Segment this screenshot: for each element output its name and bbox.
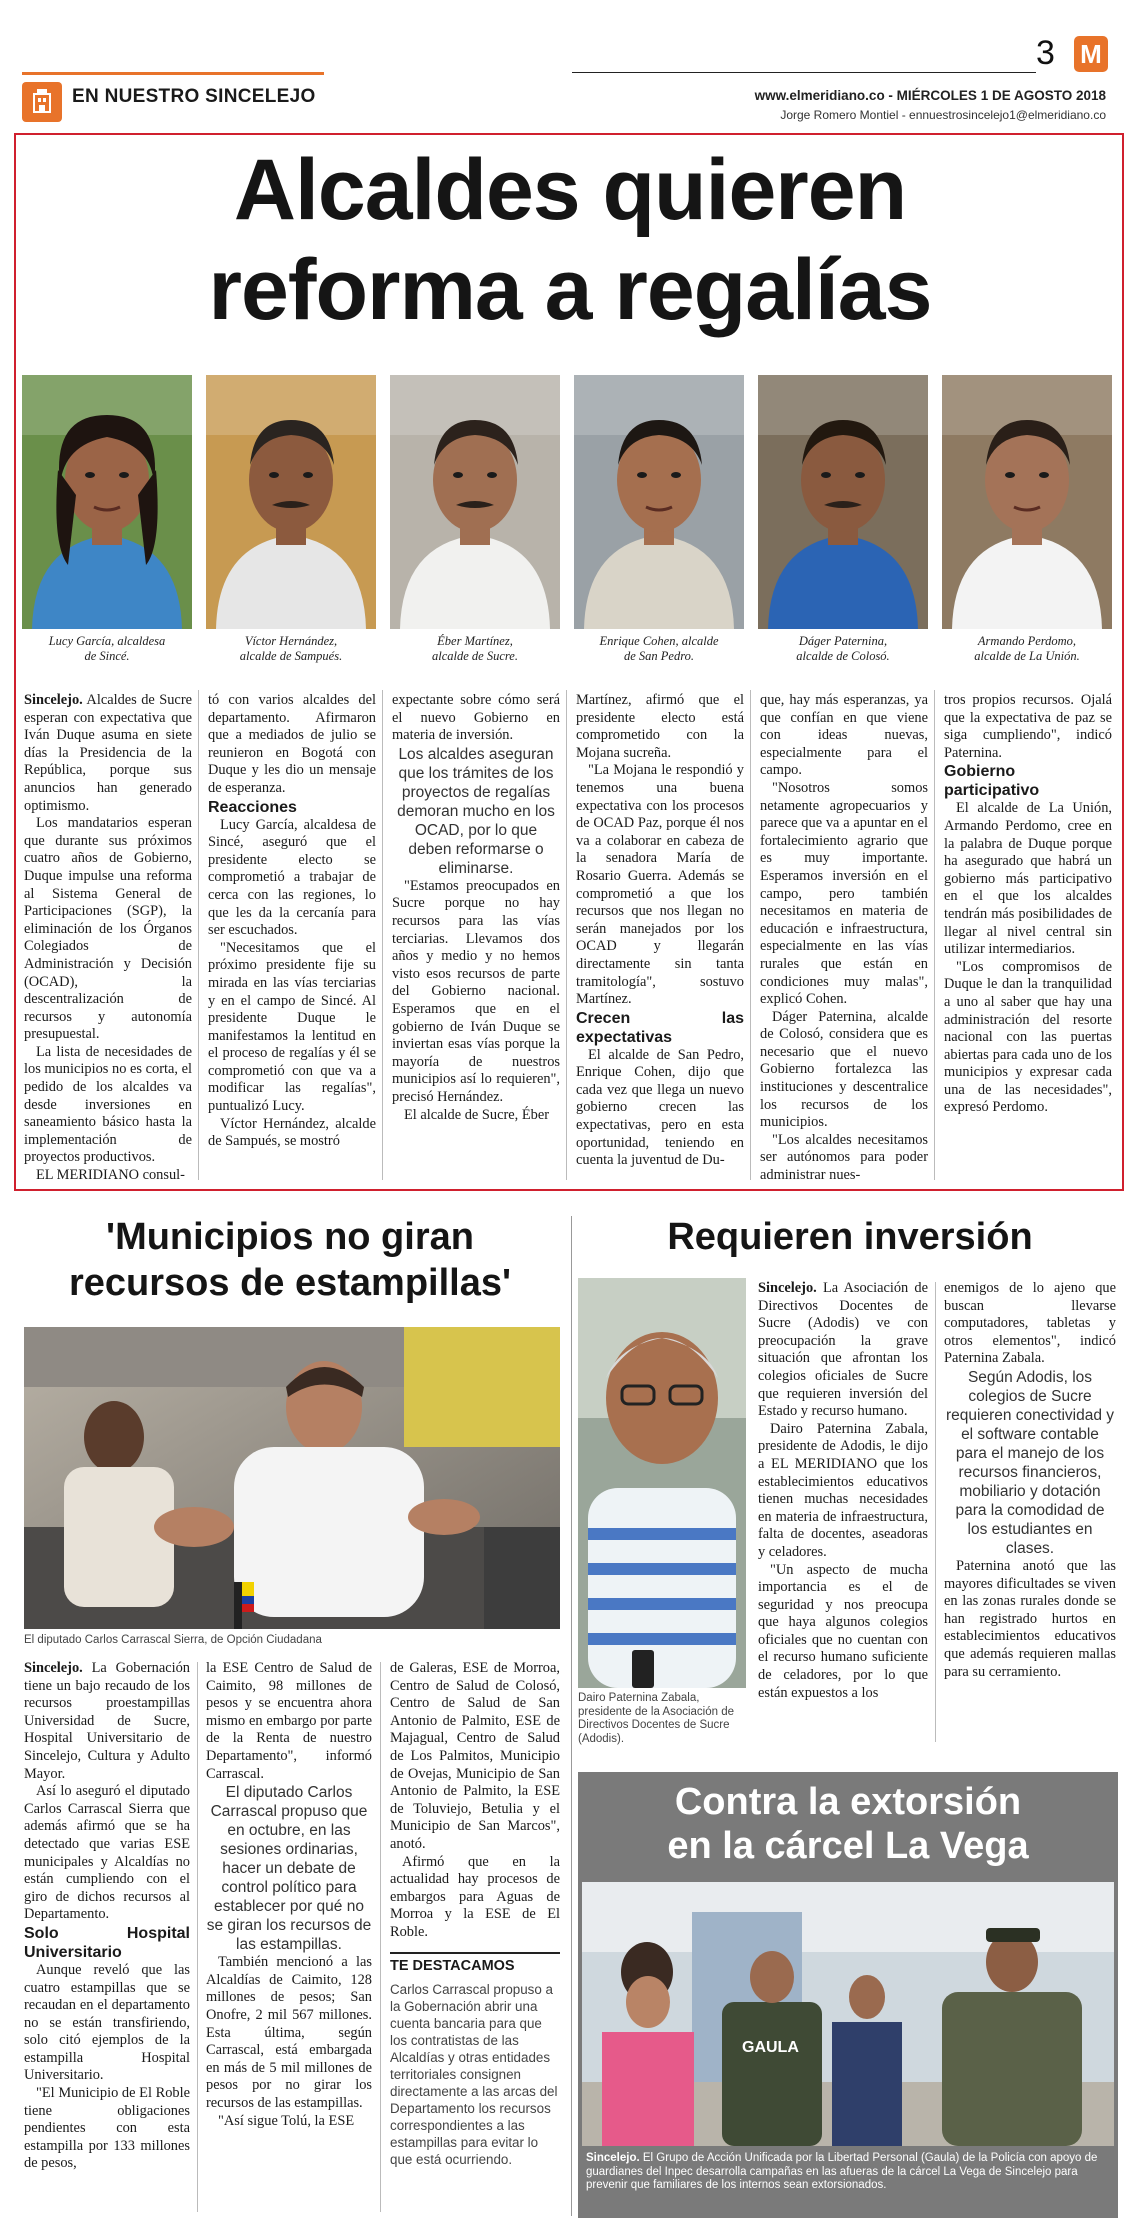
caption-hernandez: Víctor Hernández, alcalde de Sampués. xyxy=(239,634,343,663)
paragraph: "El Municipio de El Roble tiene obligaciones pendientes con esta estampilla por 133 millones de pesos, xyxy=(24,2085,190,2172)
site-date: www.elmeridiano.co - MIÉRCOLES 1 DE AGOSTO 2018 xyxy=(754,88,1106,103)
paragraph: Lucy García, alcaldesa de Sincé, aseguró que el presidente electo se comprometió a trabajar de cerca con las regiones, lo que les da la cercanía para ser escuchados. xyxy=(208,816,376,939)
column-divider xyxy=(566,690,567,1180)
portrait-garcia xyxy=(22,375,192,629)
lead-column-4 xyxy=(576,692,744,1170)
dateline: Sincelejo. xyxy=(758,1280,817,1296)
extorsion-photo xyxy=(582,1882,1114,2146)
lead-column-6 xyxy=(944,692,1112,1117)
lead-column-1 xyxy=(24,692,192,1185)
paragraph: Los mandatarios esperan que durante sus próximos cuatro años de Gobierno, Duque impulse una reforma al Sistema General de Participaciones (SGP), la eliminación de los Órganos Colegiados de Administración y Decisión (OCAD), la descentralización de recursos y autonomía presupuestal. xyxy=(24,815,192,1043)
paragraph: La Asociación de Directivos Docentes de Sucre (Adodis) ve con preocupación la grave situación que afrontan los colegios oficiales de Sucre que requieren inversión del Estado y recurso humano. xyxy=(758,1280,928,1420)
paragraph: "Necesitamos que el próximo presidente fije su mirada en las vías terciarias y en el campo de Sincé. Al presidente Duque le manifestamos la lentitud en el proceso de regalías y él se comprometió con que va a modificar las regalías", puntualizó Lucy. xyxy=(208,939,376,1115)
subhead-gobierno: Gobierno participativo xyxy=(944,763,1040,800)
portrait-hernandez xyxy=(206,375,376,629)
highlight-box xyxy=(390,1952,560,2169)
highlight-box-text: Carlos Carrascal propuso a la Gobernación abrir una cuenta bancaria para que los contratistas de las Alcaldías y otras entidades territoriales consignen directamente a las arcas del Departamento los recursos correspondientes a las estampillas para evitar lo que está ocurriendo. xyxy=(390,1982,558,2168)
estampillas-column-2 xyxy=(206,1660,372,2130)
paragraph: que, hay más esperanzas, ya que confían en que viene con ideas nuevas, especialmente para el campo. xyxy=(760,692,928,779)
inversion-column-1 xyxy=(758,1280,928,1702)
paragraph: El alcalde de San Pedro, Enrique Cohen, dijo que cada vez que llega un nuevo gobierno crecen las expectativas, pero en esta oportunidad, teniendo en cuenta la juventud de Du- xyxy=(576,1046,744,1169)
section-bar-accent xyxy=(22,72,324,75)
paragraph: "Los alcaldes necesitamos ser autónomos para poder administrar nues- xyxy=(760,1131,928,1184)
paragraph: EL MERIDIANO consul- xyxy=(36,1167,185,1184)
extorsion-headline-line2: en la cárcel La Vega xyxy=(667,1825,1029,1867)
paragraph: "Un aspecto de mucha importancia es el de seguridad y nos preocupa que haya algunos colegios oficiales que no cuentan con el recurso humano suficiente de celadores, por lo que están expuestos a los xyxy=(758,1561,928,1701)
paragraph: expectante sobre cómo será el nuevo Gobierno en materia de inversión. xyxy=(392,692,560,744)
extorsion-caption xyxy=(586,2152,1110,2193)
paragraph: tros propios recursos. Ojalá que la expectativa de paz se siga cumpliendo", indicó Paternina. xyxy=(944,692,1112,761)
column-divider xyxy=(934,690,935,1180)
header-rule xyxy=(572,72,1036,73)
caption-garcia: Lucy García, alcaldesa de Sincé. xyxy=(48,634,166,663)
paragraph: Martínez, afirmó que el presidente electo está comprometido con la Mojana sucreña. xyxy=(576,692,744,761)
paragraph: El alcalde de Sucre, Éber xyxy=(404,1106,550,1123)
subhead-hospital: Solo Hospital Universitario xyxy=(24,1924,190,1961)
logo xyxy=(1074,36,1108,72)
paragraph: Afirmó que en la actualidad hay procesos de embargos para Aguas de Morroa y la ESE de El Roble. xyxy=(390,1853,560,1940)
inversion-headline: Requieren inversión xyxy=(667,1216,1033,1258)
paragraph: Así lo aseguró el diputado Carlos Carrascal Sierra que además afirmó que se ha detectado que varias ESE municipales y Alcaldías no están cumpliendo con el giro de dichos recursos al Departamento. xyxy=(24,1783,190,1923)
portrait-perdomo xyxy=(942,375,1112,629)
inversion-column-2 xyxy=(944,1280,1116,1681)
paragraph: La lista de necesidades de los municipios no es corta, el pedido de los alcaldes va desde inversiones en saneamiento básico hasta la implementación de proyectos productivos. xyxy=(24,1043,192,1166)
portrait-cohen xyxy=(574,375,744,629)
caption-text: El Grupo de Acción Unificada por la Libertad Personal (Gaula) de la Policía con apoyo de guardianes del Inpec desarrolla campañas en las afueras de la cárcel La Vega de Sincelejo para prevenir que familiares de los internos sean extorsionados. xyxy=(586,2152,1098,2191)
subhead-reacciones: Reacciones xyxy=(208,798,297,816)
column-divider xyxy=(198,690,199,1180)
column-divider xyxy=(197,1662,198,2212)
inversion-photo xyxy=(578,1278,746,1688)
section-title: EN NUESTRO SINCELEJO xyxy=(72,86,316,107)
paragraph: tó con varios alcaldes del departamento. Afirmaron que a mediados de julio se reunieron en Bogotá con Duque y les dio un mensaje de esperanza. xyxy=(208,692,376,796)
paragraph: "Nosotros somos netamente agropecuarios y parece que va a apuntar en el fortalecimiento agrario que es muy importante. Esperamos inversión en el campo, pero también necesitamos en materia de educación e infraestructura, especialmente en las vías rurales que están en condiciones muy malas", explicó Cohen. xyxy=(760,779,928,1008)
portrait-martinez xyxy=(390,375,560,629)
section-icon xyxy=(22,82,62,122)
lead-column-2 xyxy=(208,692,376,1151)
estampillas-column-3 xyxy=(390,1660,560,2168)
vest-text: GAULA xyxy=(742,2039,799,2056)
page-number: 3 xyxy=(1036,34,1055,72)
estampillas-caption: El diputado Carlos Carrascal Sierra, de Opción Ciudadana xyxy=(24,1634,322,1646)
estampillas-column-1 xyxy=(24,1660,190,2173)
pull-quote: Según Adodis, los colegios de Sucre requieren conectividad y el software contable para el manejo de los recursos financieros, mobiliario y dotación para la comodidad de los estudiantes en clases. xyxy=(945,1368,1115,1557)
paragraph: de Galeras, ESE de Morroa, Centro de Salud de Colosó, Centro de Salud de San Antonio de Palmito, ESE de Majagual, Centro de Salud de Los Palmitos, Municipio de Ovejas, Municipio de San Antonio de Palmito, la ESE de Toluviejo, Betulia y el Municipio de San Marcos", anotó. xyxy=(390,1660,560,1852)
column-divider xyxy=(380,1662,381,2212)
paragraph: "Estamos preocupados en Sucre porque no hay recursos para las vías terciarias. Llevamos dos años y medio y no hemos visto esos recursos de parte del Gobierno nacional. Esperamos que en el gobierno de Iván Duque se inviertan esas vías porque la mayoría de nuestros municipios así lo requieren", precisó Hernández. xyxy=(392,877,560,1105)
paragraph: Paternina anotó que las mayores dificultades se viven en las zonas rurales donde se han registrado hurtos en establecimientos educativos que además requieren mallas para su cerramiento. xyxy=(944,1557,1116,1680)
column-divider xyxy=(935,1282,936,1742)
paragraph: También mencionó a las Alcaldías de Caimito, 128 millones de pesos; San Onofre, 2 mil 567 millones. Esta última, según Carrascal, está embargada en más de 5 mil millones de pesos por no girar los recursos de las estampillas. xyxy=(206,1954,372,2111)
inversion-caption: Dairo Paternina Zabala, presidente de la Asociación de Directivos Docentes de Sucre (Adodis). xyxy=(578,1692,734,1745)
estampillas-headline-line2: recursos de estampillas' xyxy=(68,1262,512,1304)
lead-headline-line2: reforma a regalías xyxy=(208,242,932,338)
lead-column-5 xyxy=(760,692,928,1185)
estampillas-headline-line1: 'Municipios no giran xyxy=(106,1216,474,1258)
paragraph: la ESE Centro de Salud de Caimito, 98 millones de pesos y se encuentra ahora mismo en embargo por parte de la Renta de nuestro Departamento", informó Carrascal. xyxy=(206,1660,372,1782)
caption-cohen: Enrique Cohen, alcalde de San Pedro. xyxy=(599,634,719,663)
pull-quote: El diputado Carlos Carrascal propuso que en octubre, en las sesiones ordinarias, hacer un debate de control político para establecer por qué no se giran los recursos de las estampillas. xyxy=(206,1784,372,1954)
paragraph: "Así sigue Tolú, la ESE xyxy=(218,2112,355,2129)
estampillas-photo xyxy=(24,1327,560,1629)
paragraph: enemigos de lo ajeno que buscan llevarse computadores, tabletas y otros elementos", indicó Paternina Zabala. xyxy=(944,1280,1116,1367)
highlight-box-title: TE DESTACAMOS xyxy=(390,1957,515,1974)
paragraph: El alcalde de La Unión, Armando Perdomo, cree en la palabra de Duque porque ha asegurado que habrá un gobierno más participativo en el que los alcaldes tendrán más posibilidades de llegar al nivel central sin utilizar intermediarios. xyxy=(944,800,1112,958)
subhead-expectativas: Crecen las expectativas xyxy=(576,1009,744,1046)
paragraph: Alcaldes de Sucre esperan con expectativa que Iván Duque asuma en siete días la Presidencia de la República, porque sus anuncios han generado optimismo. xyxy=(24,692,192,814)
portrait-paternina xyxy=(758,375,928,629)
caption-paternina: Dáger Paternina, alcalde de Colosó. xyxy=(796,634,890,663)
lead-headline-line1: Alcaldes quieren xyxy=(233,142,907,238)
caption-martinez: Éber Martínez, alcalde de Sucre. xyxy=(432,634,518,663)
paragraph: Víctor Hernández, alcalde de Sampués, se mostró xyxy=(208,1115,376,1150)
column-divider xyxy=(750,690,751,1180)
dateline: Sincelejo. xyxy=(24,692,83,708)
paragraph: "La Mojana le respondió y tenemos una buena expectativa con los procesos de OCAD Paz, porque él nos va a colaborar en cabeza de la senadora María de Rosario Guerra. Además se comprometió a que los recursos que nos llegan no serán manejados por los OCAD y llegarán directamente sin tanta tramitología", sostuvo Martínez. xyxy=(576,762,744,1008)
vertical-divider xyxy=(571,1216,572,2216)
paragraph: Dáger Paternina, alcalde de Colosó, considera que es necesario que el nuevo Gobierno fortalezca las instituciones y descentralice los recursos de los municipios. xyxy=(760,1008,928,1131)
caption-perdomo: Armando Perdomo, alcalde de La Unión. xyxy=(974,634,1080,663)
lead-column-3 xyxy=(392,692,560,1124)
paragraph: La Gobernación tiene un bajo recaudo de los recursos proestampillas Universidad de Sucre, Hospital Universitario de Sincelejo, Cultura y Adulto Mayor. xyxy=(24,1660,190,1782)
paragraph: "Los compromisos de Duque le dan la tranquilidad a uno al saber que hay una administración del resorte nacional con las puertas abiertas para cada uno de los municipios y expresar cada una de las necesidades", expresó Perdomo. xyxy=(944,958,1112,1116)
dateline: Sincelejo. xyxy=(586,2152,640,2164)
paragraph: Aunque reveló que las cuatro estampillas que se recaudan en el departamento no se están transfiriendo, solo citó ejemplos de la estampilla Hospital Universitario. xyxy=(24,1961,190,2084)
byline: Jorge Romero Montiel - ennuestrosincelejo1@elmeridiano.co xyxy=(780,108,1106,122)
dateline: Sincelejo. xyxy=(24,1660,83,1676)
pull-quote: Los alcaldes aseguran que los trámites de los proyectos de regalías demoran mucho en los OCAD, por lo que deben reformarse o eliminarse. xyxy=(397,745,555,877)
logo-letter: M xyxy=(1080,39,1102,69)
column-divider xyxy=(382,690,383,1180)
paragraph: Dairo Paternina Zabala, presidente de Adodis, le dijo a EL MERIDIANO que los establecimientos educativos tienen muchas necesidades en materia de infraestructura, falta de docentes, aseadoras y celadores. xyxy=(758,1420,928,1560)
extorsion-headline-line1: Contra la extorsión xyxy=(674,1781,1022,1823)
